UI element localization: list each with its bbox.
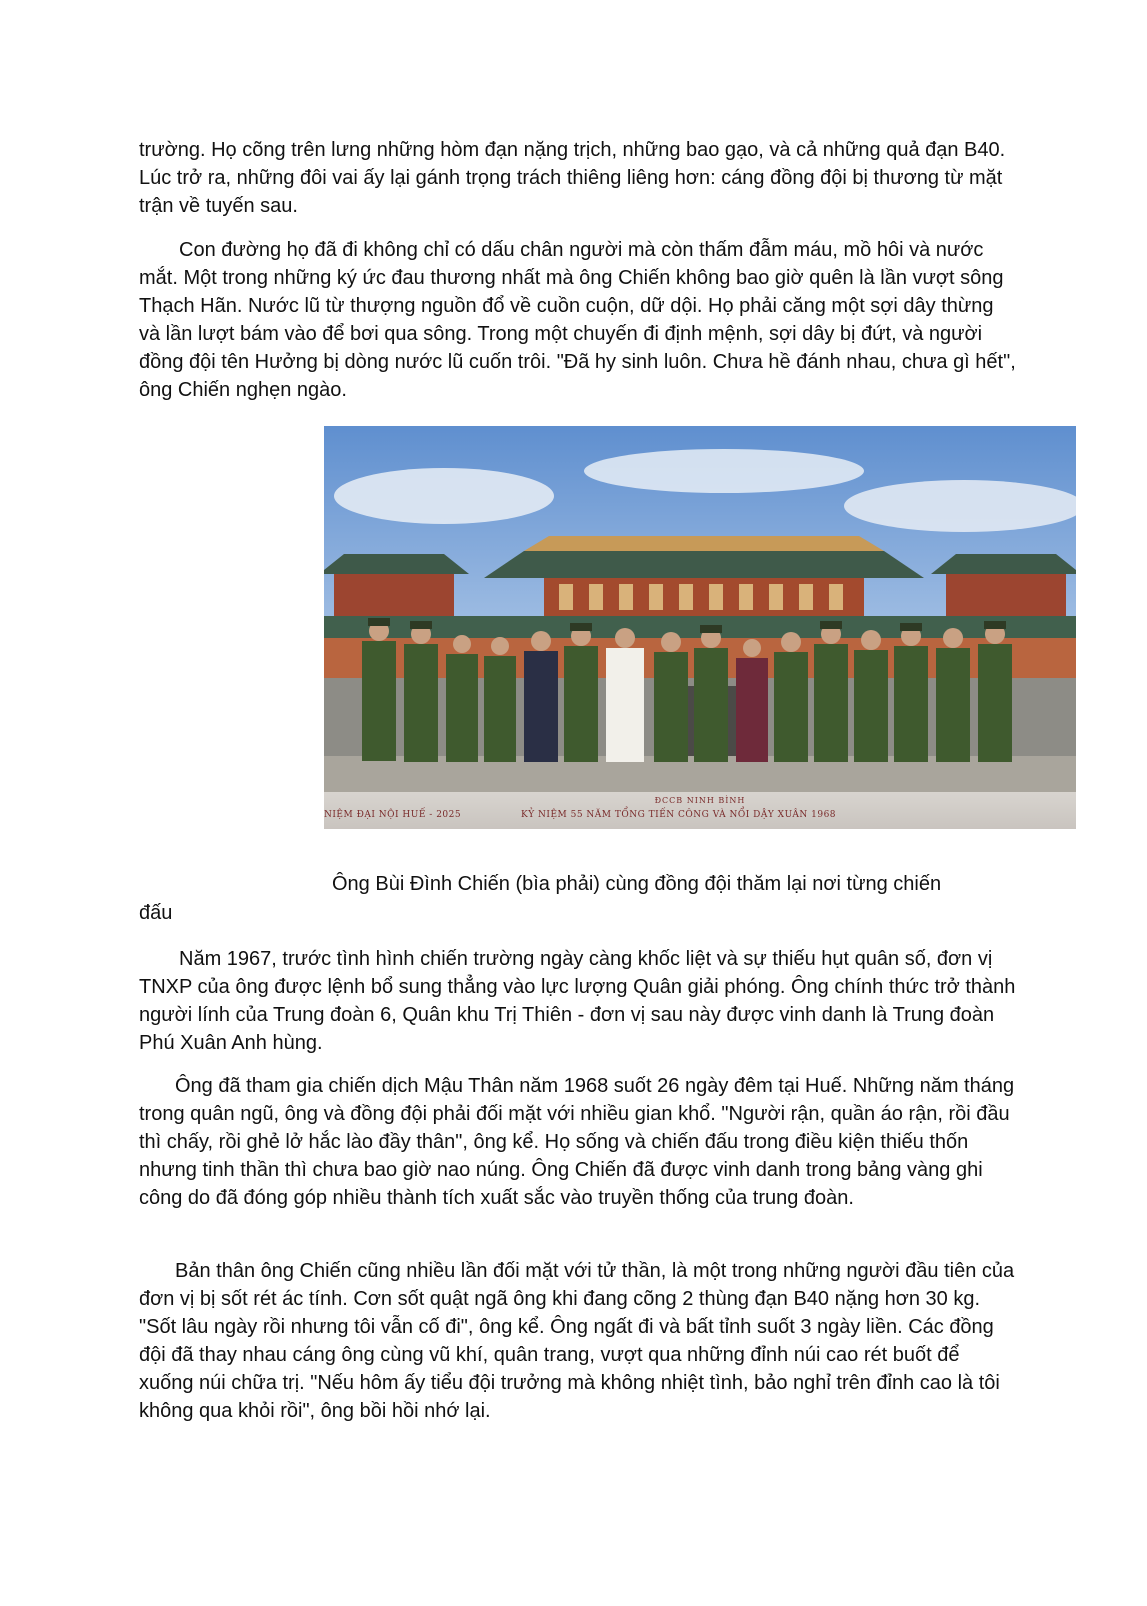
photo-caption-line-1: Ông Bùi Đình Chiến (bìa phải) cùng đồng đội thăm lại nơi từng chiến: [332, 873, 942, 895]
photo-strip-left: NIỆM ĐẠI NỘI HUẾ - 2025: [324, 810, 462, 820]
paragraph-1: trường. Họ cõng trên lưng những hòm đạn nặng trịch, những bao gạo, và cả những quả đạn B40. Lúc trở ra, những đôi vai ấy lại gánh trọng trách thiêng liêng hơn: cáng đồng đội bị thương từ mặt trận về tuyến sau.: [139, 139, 1006, 217]
paragraph-5: Bản thân ông Chiến cũng nhiều lần đối mặt với tử thần, là một trong những người đầu tiên của đơn vị bị sốt rét ác tính. Cơn sốt quật ngã ông khi đang cõng 2 thùng đạn B40 nặng hơn 30 kg. "Sốt lâu ngày rồi nhưng tôi vẫn cố đi", ông kể. Ông ngất đi và bất tỉnh suốt 3 ngày liền. Các đồng đội đã thay nhau cáng ông cùng vũ khí, quân trang, vượt qua những đỉnh núi cao rét buốt để xuống núi chữa trị. "Nếu hôm ấy tiểu đội trưởng mà không nhiệt tình, bảo nghỉ trên đỉnh cao là tôi không qua khỏi rồi", ông bồi hồi nhớ lại.: [139, 1260, 1015, 1422]
photo-caption-line-2: đấu: [139, 902, 173, 924]
paragraph-3: Năm 1967, trước tình hình chiến trường ngày càng khốc liệt và sự thiếu hụt quân số, đơn vị TNXP của ông được lệnh bổ sung thẳng vào lực lượng Quân giải phóng. Ông chính thức trở thành người lính của Trung đoàn 6, Quân khu Trị Thiên - đơn vị sau này được vinh danh là Trung đoàn Phú Xuân Anh hùng.: [139, 948, 1016, 1054]
paragraph-4: Ông đã tham gia chiến dịch Mậu Thân năm 1968 suốt 26 ngày đêm tại Huế. Những năm tháng trong quân ngũ, ông và đồng đội phải đối mặt với nhiều gian khổ. "Người rận, quần áo rận, rồi đầu thì chấy, rồi ghẻ lở hắc lào đầy thân", ông kể. Họ sống và chiến đấu trong điều kiện thiếu thốn nhưng tinh thần thì chưa bao giờ nao núng. Ông Chiến đã được vinh danh trong bảng vàng ghi công do đã đóng góp nhiều thành tích xuất sắc vào truyền thống của trung đoàn.: [139, 1075, 1015, 1209]
photo-caption-strip: [324, 792, 1076, 829]
paragraph-2: Con đường họ đã đi không chỉ có dấu chân người mà còn thấm đẫm máu, mồ hôi và nước mắt. Một trong những ký ức đau thương nhất mà ông Chiến không bao giờ quên là lần vượt sông Thạch Hãn. Nước lũ từ thượng nguồn đổ về cuồn cuộn, dữ dội. Họ phải căng một sợi dây thừng và lần lượt bám vào để bơi qua sông. Trong một chuyến đi định mệnh, sợi dây bị đứt, và người đồng đội tên Hưởng bị dòng nước lũ cuốn trôi. "Đã hy sinh luôn. Chưa hề đánh nhau, chưa gì hết", ông Chiến nghẹn ngào.: [139, 239, 1016, 401]
group-photo: [324, 426, 1076, 829]
palace-scene: [324, 426, 1076, 829]
photo-strip-org: ĐCCB NINH BÌNH: [654, 796, 746, 805]
photo-strip-right: KỶ NIỆM 55 NĂM TỔNG TIẾN CÔNG VÀ NỔI DẬY XUÂN 1968: [521, 810, 837, 820]
